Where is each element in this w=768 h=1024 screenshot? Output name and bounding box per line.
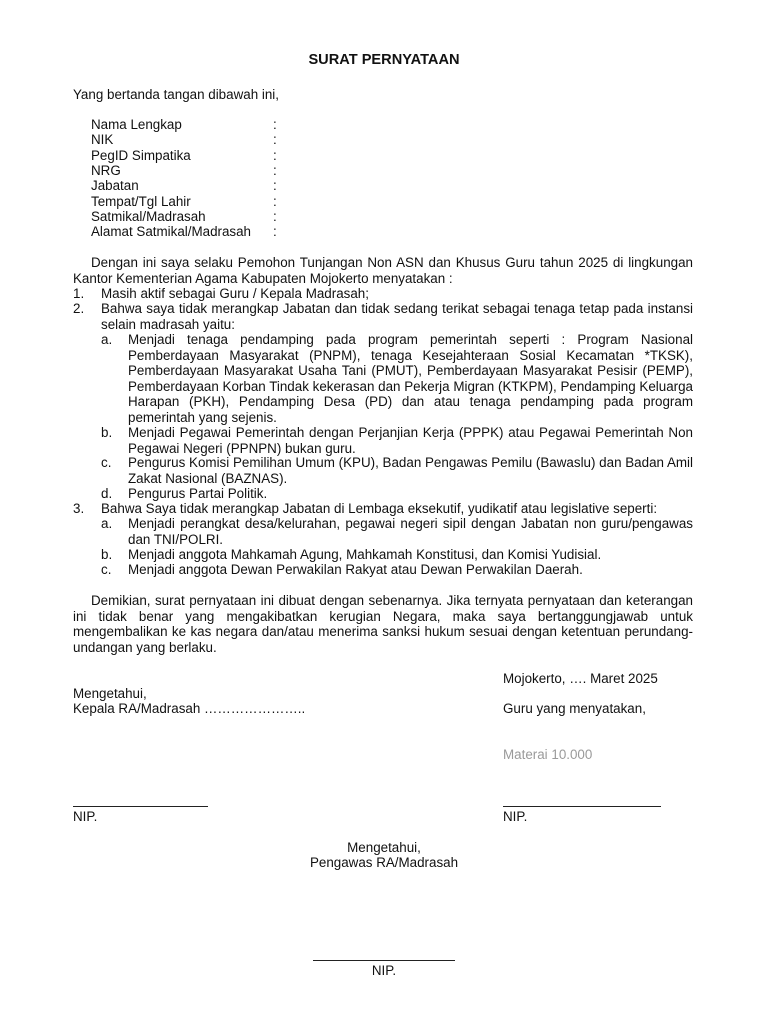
sub-item-text: Menjadi Pegawai Pemerintah dengan Perjanjian Kerja (PPPK) atau Pegawai Pemerintah Non Pegawai Negeri (PPNPN) bukan guru. bbox=[128, 425, 693, 456]
sub-item-text: Menjadi perangkat desa/kelurahan, pegawai negeri sipil dengan Jabatan non guru/pengawas dan TNI/POLRI. bbox=[128, 516, 693, 547]
left-sign-title: Kepala RA/Madrasah ………………….. bbox=[73, 701, 306, 716]
field-sep: : bbox=[273, 194, 277, 209]
left-signature-line bbox=[73, 806, 208, 807]
field-sep: : bbox=[273, 148, 277, 163]
sub-item-text: Pengurus Partai Politik. bbox=[128, 486, 268, 501]
sub-item-text: Menjadi anggota Mahkamah Agung, Mahkamah Konstitusi, dan Komisi Yudisial. bbox=[128, 547, 602, 562]
field-sep: : bbox=[273, 178, 277, 193]
field-sep: : bbox=[273, 117, 277, 132]
right-signature-line bbox=[503, 806, 661, 807]
field-sep: : bbox=[273, 163, 277, 178]
sub-item-text: Menjadi anggota Dewan Perwakilan Rakyat atau Dewan Perwakilan Daerah. bbox=[128, 562, 583, 577]
sub-item-text: Pengurus Komisi Pemilihan Umum (KPU), Badan Pengawas Pemilu (Bawaslu) dan Badan Amil Zakat Nasional (BAZNAS). bbox=[128, 455, 693, 486]
right-sign-title: Guru yang menyatakan, bbox=[503, 701, 646, 716]
field-label-nama: Nama Lengkap bbox=[91, 117, 182, 132]
field-label-satmikal: Satmikal/Madrasah bbox=[91, 209, 206, 224]
field-sep: : bbox=[273, 132, 277, 147]
opening-paragraph: Dengan ini saya selaku Pemohon Tunjangan Non ASN dan Khusus Guru tahun 2025 di lingkungan Kantor Kementerian Agama Kabupaten Mojokerto menyatakan : bbox=[73, 255, 693, 286]
document-title: SURAT PERNYATAAN bbox=[308, 52, 460, 68]
left-nip: NIP. bbox=[73, 809, 98, 824]
bottom-signature-line bbox=[313, 960, 455, 961]
sub-item-label: d. bbox=[101, 486, 113, 501]
bottom-nip: NIP. bbox=[371, 963, 397, 978]
sub-item-label: b. bbox=[101, 425, 113, 440]
field-label-jabatan: Jabatan bbox=[91, 178, 139, 193]
left-sign-heading: Mengetahui, bbox=[73, 686, 147, 701]
intro-text: Yang bertanda tangan dibawah ini, bbox=[73, 87, 279, 102]
sub-item-label: a. bbox=[101, 516, 113, 531]
closing-paragraph: Demikian, surat pernyataan ini dibuat dengan sebenarnya. Jika ternyata pernyataan dan keterangan ini tidak benar yang mengakibatkan kerugian Negara, maka saya bertanggungjawab untuk mengembalikan ke kas negara dan/atau menerima sanksi hukum sesuai dengan ketentuan perundang-undangan yang berlaku. bbox=[73, 593, 693, 655]
list-item: Bahwa Saya tidak merangkap Jabatan di Lembaga eksekutif, yudikatif atau legislative seperti: bbox=[101, 501, 658, 516]
list-number: 3. bbox=[73, 501, 85, 516]
bottom-sign-title: Pengawas RA/Madrasah bbox=[309, 855, 459, 870]
list-number: 1. bbox=[73, 286, 85, 301]
list-number: 2. bbox=[73, 301, 85, 316]
field-label-pegid: PegID Simpatika bbox=[91, 148, 191, 163]
field-label-alamat: Alamat Satmikal/Madrasah bbox=[91, 224, 252, 239]
sub-item-label: c. bbox=[101, 562, 112, 577]
sub-item-label: a. bbox=[101, 332, 113, 347]
field-label-nik: NIK bbox=[91, 132, 114, 147]
field-label-nrg: NRG bbox=[91, 163, 121, 178]
field-sep: : bbox=[273, 224, 277, 239]
stamp-placeholder: Materai 10.000 bbox=[503, 747, 593, 762]
list-item: Bahwa saya tidak merangkap Jabatan dan tidak sedang terikat sebagai tenaga tetap pada instansi selain madrasah yaitu: bbox=[101, 301, 693, 332]
field-sep: : bbox=[273, 209, 277, 224]
sub-item-text: Menjadi tenaga pendamping pada program pemerintah seperti : Program Nasional Pemberdayaan Masyarakat (PNPM), tenaga Kesejahteraan Sosial Kecamatan *TKSK), Pemberdayaan Masyarakat Usaha Tani (PMUT), Pemberdayaan Masyarakat Pesisir (PEMP), Pemberdayaan Korban Tindak kekerasan dan Pekerja Migran (KTKPM), Pendamping Keluarga Harapan (PKH), Pendamping Desa (PD) dan atau tenaga pendamping pada program pemerintah yang sejenis. bbox=[128, 332, 693, 425]
bottom-sign-heading: Mengetahui, bbox=[347, 840, 421, 855]
right-nip: NIP. bbox=[503, 809, 528, 824]
list-item: Masih aktif sebagai Guru / Kepala Madrasah; bbox=[101, 286, 369, 301]
sub-item-label: c. bbox=[101, 455, 112, 470]
field-label-ttl: Tempat/Tgl Lahir bbox=[91, 194, 191, 209]
sub-item-label: b. bbox=[101, 547, 113, 562]
place-date: Mojokerto, …. Maret 2025 bbox=[503, 671, 658, 686]
